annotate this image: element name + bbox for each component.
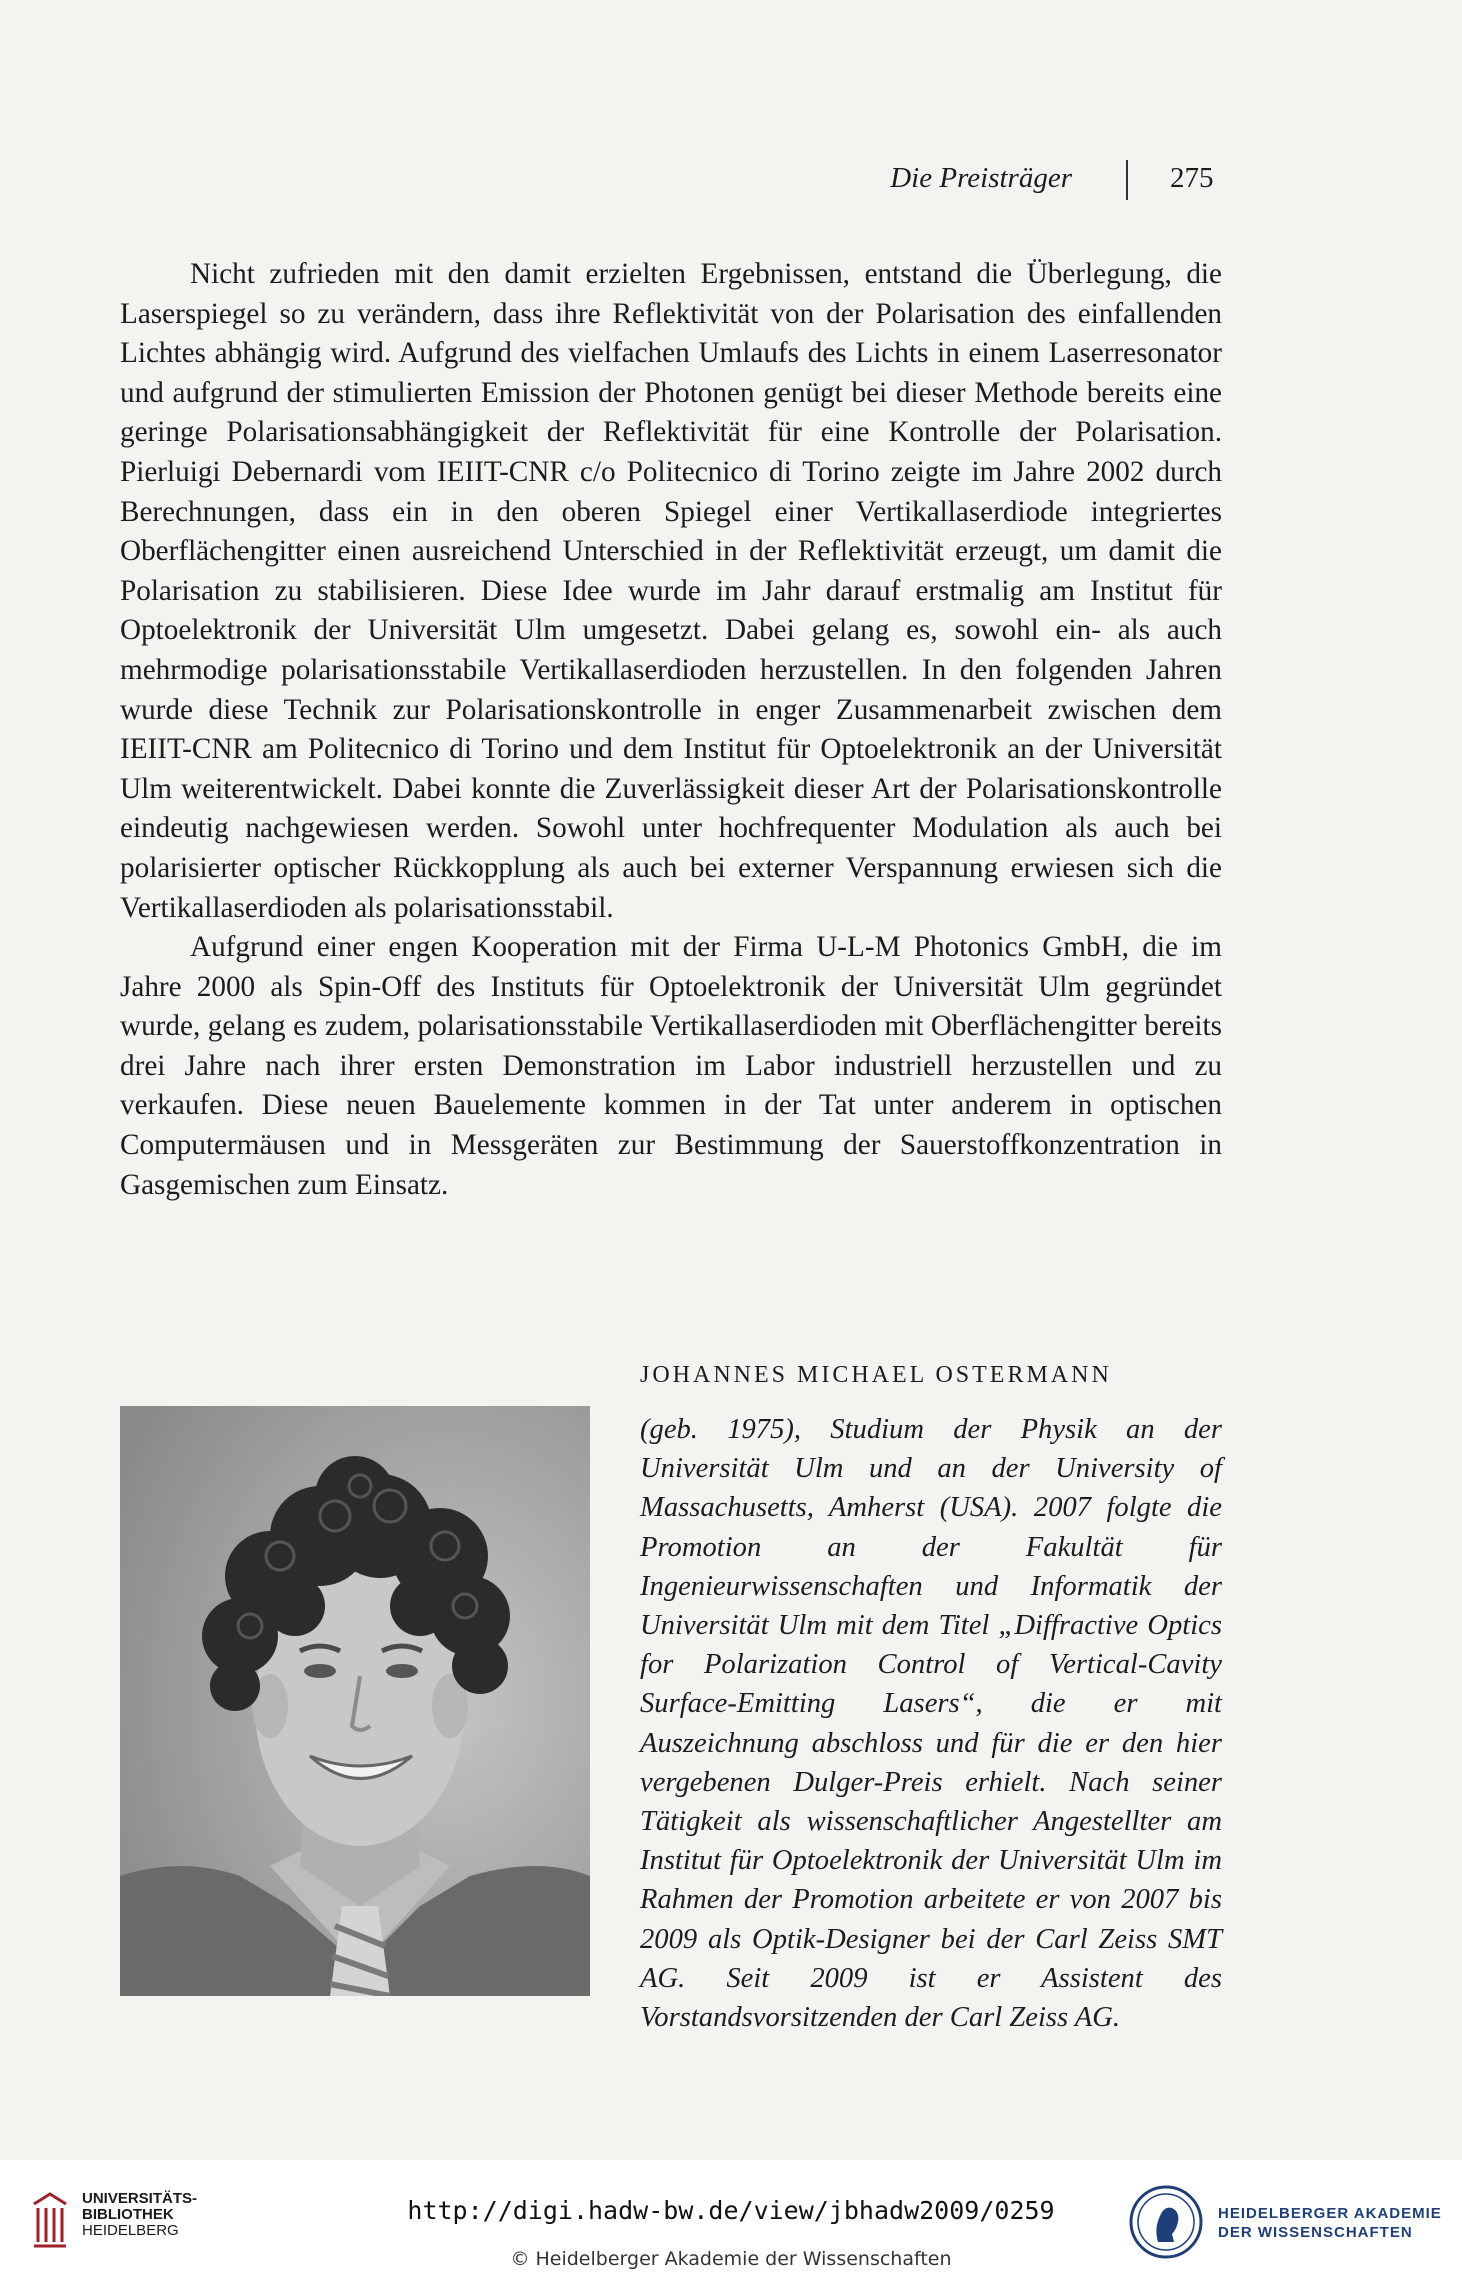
academy-line-2: DER WISSENSCHAFTEN xyxy=(1218,2224,1413,2241)
bio-text: (geb. 1975), Studium der Physik an der Universität Ulm und an der University of Massachusetts, Amherst (USA). 2007 folgte die Promotion an der Fakultät für Ingenieurwissenschaften und Informatik der Universität Ulm mit dem Titel „Diffractive Optics for Polarization Control of Vertical-Cavity Surface-Emitting Lasers“, die er mit Auszeichnung abschloss und für die er den hier vergebenen Dulger-Preis erhielt. Nach seiner Tätigkeit als wissenschaftlicher Angestellter am Institut für Optoelektronik der Universität Ulm im Rahmen der Promotion arbeitete er von 2007 bis 2009 als Optik-Designer bei der Carl Zeiss SMT AG. Seit 2009 ist er Assistent des Vorstandsvorsitzenden der Carl Zeiss AG. xyxy=(640,1414,1222,2034)
footer-bar xyxy=(0,2160,1462,2285)
copyright-notice: © Heidelberger Akademie der Wissenschaften xyxy=(510,2248,952,2270)
portrait-image xyxy=(120,1406,590,1996)
bio-name: JOHANNES MICHAEL OSTERMANN xyxy=(640,1362,1112,1388)
academy-seal-icon xyxy=(1128,2184,1204,2260)
source-url[interactable]: http://digi.hadw-bw.de/view/jbhadw2009/0259 xyxy=(407,2196,1055,2225)
library-line-2: BIBLIOTHEK xyxy=(82,2206,174,2223)
library-line-1: UNIVERSITÄTS- xyxy=(82,2190,198,2207)
paragraph-2: Aufgrund einer engen Kooperation mit der Firma U-L-M Photonics GmbH, die im Jahre 2000 als Spin-Off des Instituts für Optoelektronik der Universität Ulm gegründet wurde, gelang es zudem, polarisationsstabile Vertikallaserdioden mit Oberflächengitter bereits drei Jahre nach ihrer ersten Demonstration im Labor industriell herzustellen und zu verkaufen. Diese neuen Bauelemente kommen in der Tat unter anderem in optischen Computermäusen und in Messgeräten zur Bestimmung der Sauerstoffkonzentration in Gasgemischen zum Einsatz. xyxy=(120,931,1222,1201)
academy-line-1: HEIDELBERGER AKADEMIE xyxy=(1218,2205,1442,2222)
academy-name xyxy=(1218,2204,1442,2242)
body-text xyxy=(120,255,1222,1205)
paragraph-1: Nicht zufrieden mit den damit erzielten Ergebnissen, entstand die Überlegung, die Laserspiegel so zu verändern, dass ihre Reflektivität von der Polarisation des einfallenden Lichtes abhängig wird. Aufgrund des vielfachen Umlaufs des Lichts in einem Laserresonator und aufgrund der stimulierten Emission der Photonen genügt bei dieser Methode bereits eine geringe Polarisationsabhängigkeit der Reflektivität für eine Kontrolle der Polarisation. Pierluigi Debernardi vom IEIIT-CNR c/o Politecnico di Torino zeigte im Jahre 2002 durch Berechnungen, dass ein in den oberen Spiegel einer Vertikallaserdiode integriertes Oberflächengitter einen ausreichend Unterschied in der Reflektivität erzeugt, um damit die Polarisation zu stabilisieren. Diese Idee wurde im Jahr darauf erstmalig am Institut für Optoelektronik der Universität Ulm umgesetzt. Dabei gelang es, sowohl ein- als auch mehrmodige polarisationsstabile Vertikallaserdioden herzustellen. In den folgenden Jahren wurde diese Technik zur Polarisationskontrolle in enger Zusammenarbeit zwischen dem IEIIT-CNR am Politecnico di Torino und dem Institut für Optoelektronik an der Universität Ulm weiterentwickelt. Dabei konnte die Zuverlässigkeit dieser Art der Polarisationskontrolle eindeutig nachgewiesen werden. Sowohl unter hochfrequenter Modulation als auch bei polarisierter optischer Rückkopplung als auch bei externer Verspannung erwiesen sich die Vertikallaserdioden als polarisationsstabil. xyxy=(120,258,1222,924)
library-line-3: HEIDELBERG xyxy=(82,2222,179,2239)
running-title: Die Preisträger xyxy=(890,162,1072,194)
page-number: 275 xyxy=(1170,162,1214,194)
portrait-photo xyxy=(120,1406,590,1996)
header-divider xyxy=(1126,160,1128,200)
running-header xyxy=(0,160,1462,200)
